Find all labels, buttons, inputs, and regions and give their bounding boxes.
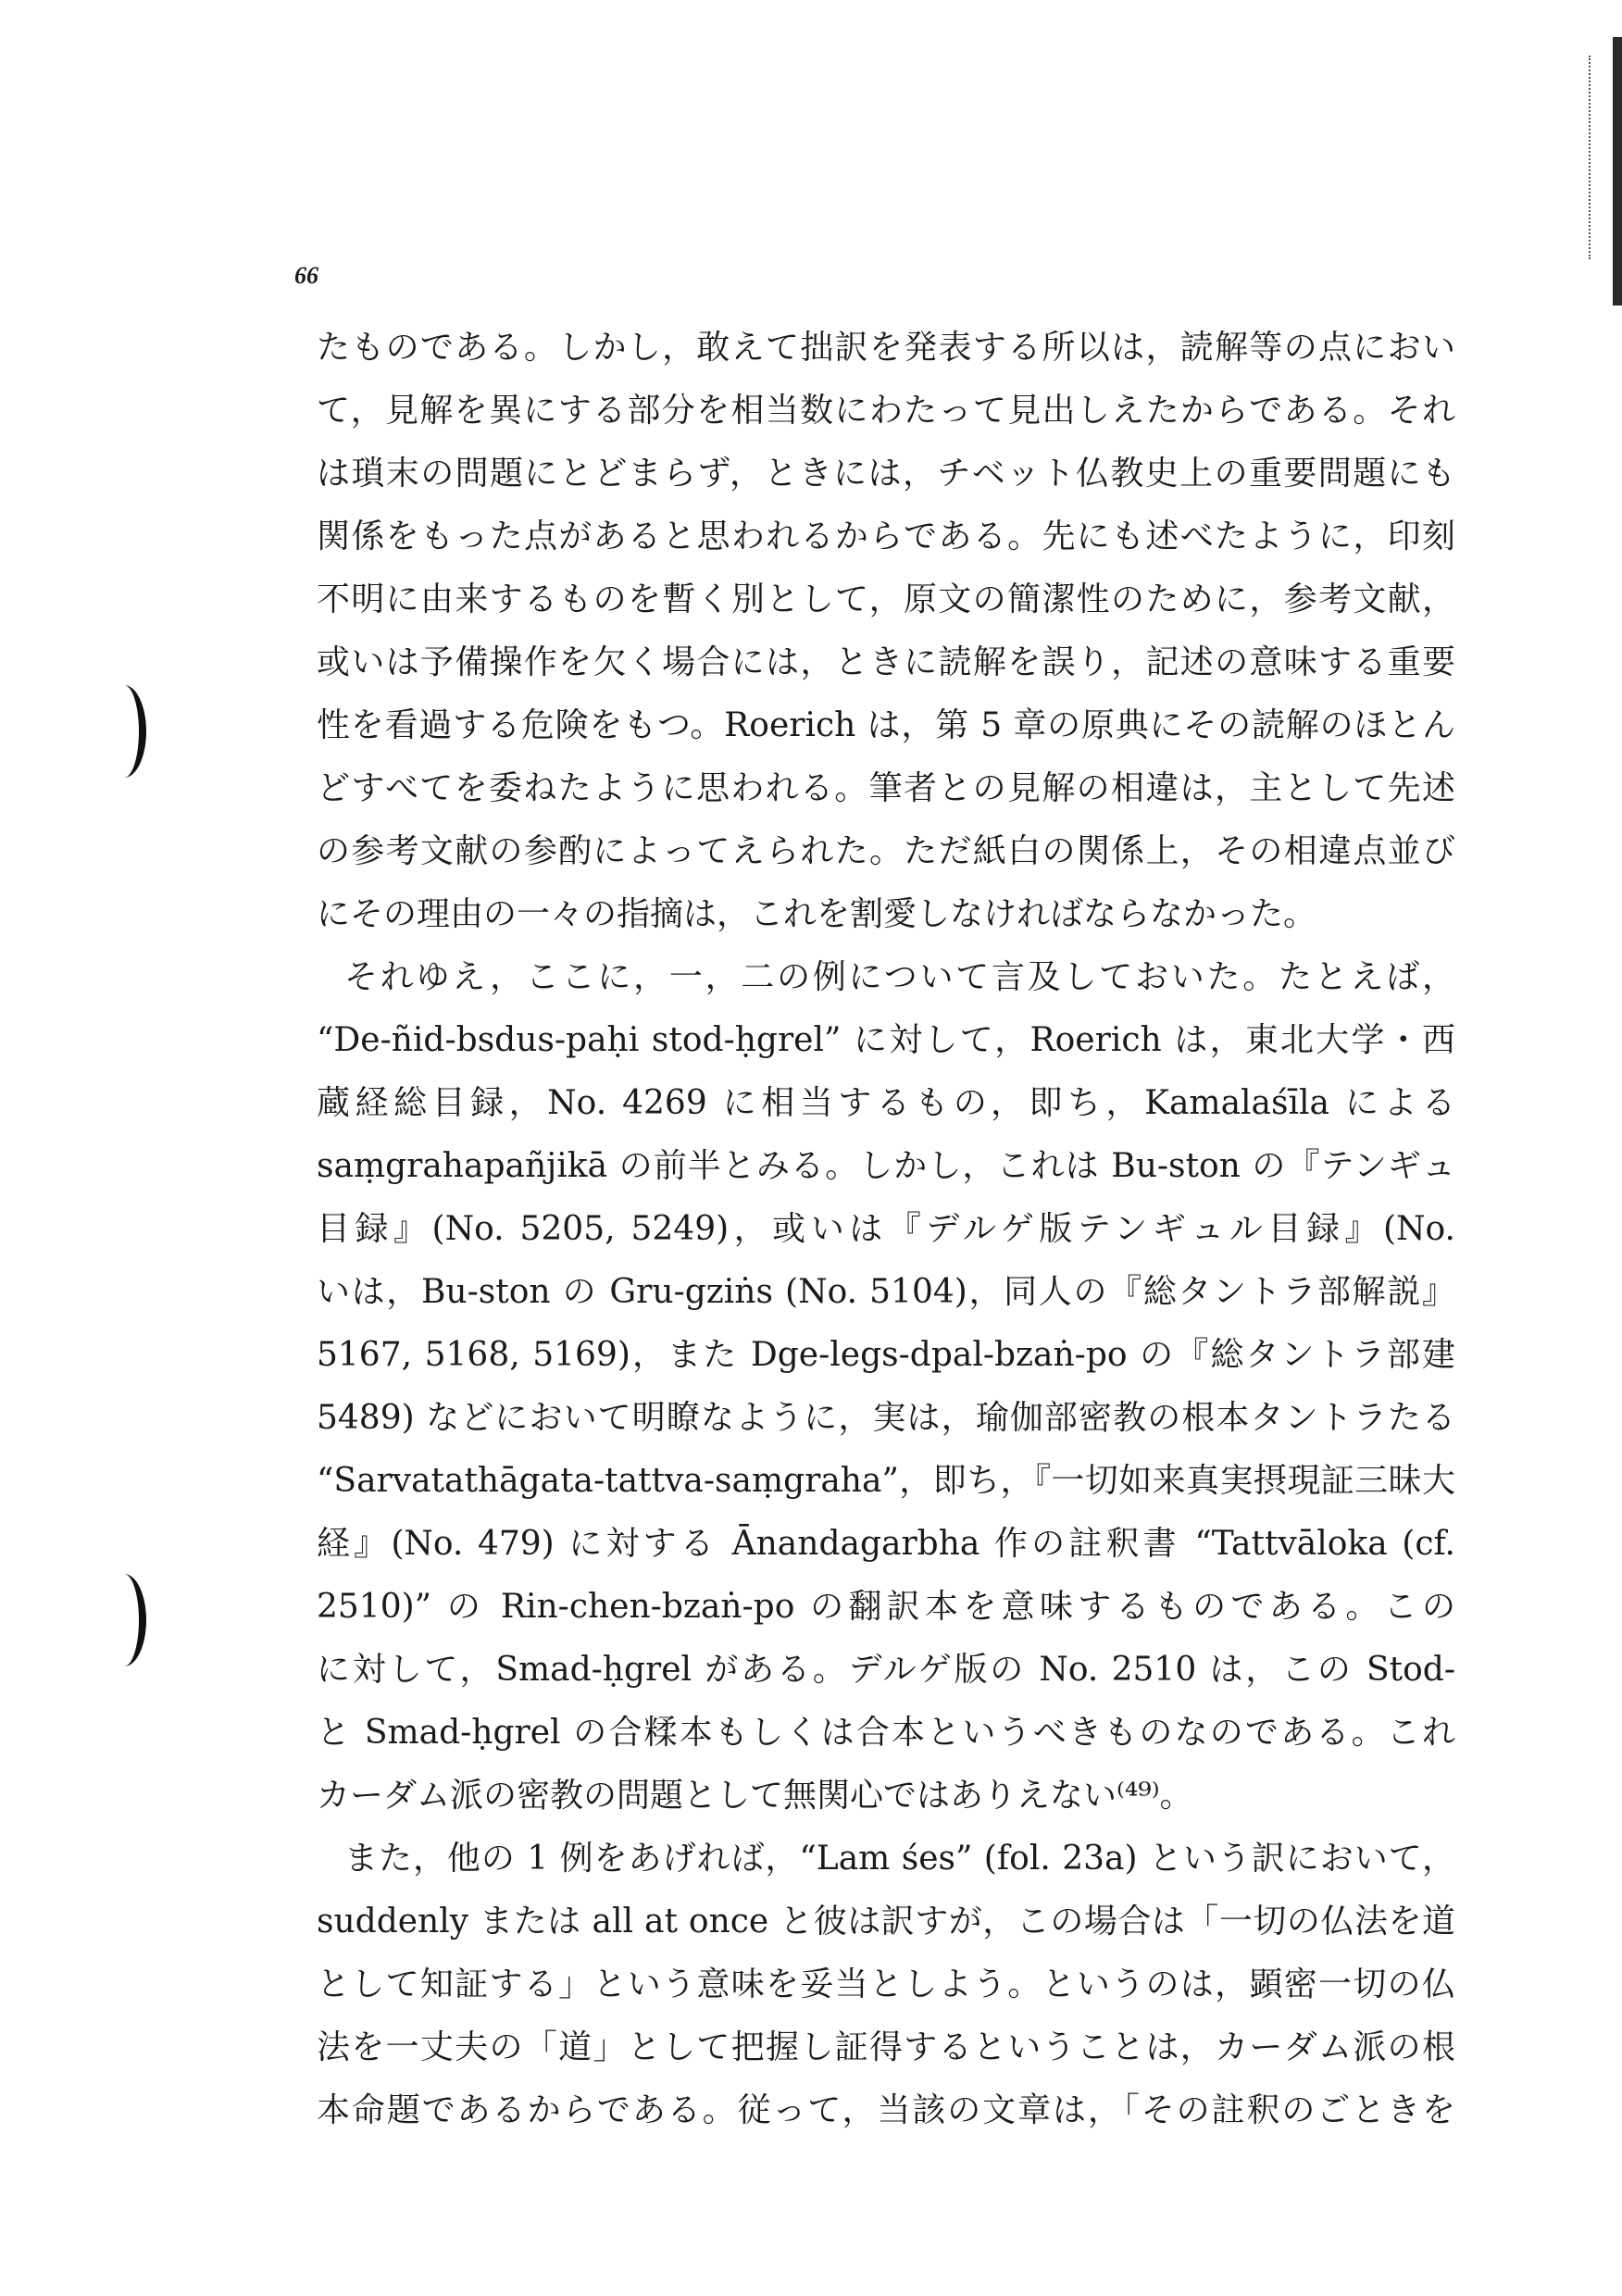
text-line: いは，Bu-ston の Gru-gziṅs (No. 5104)，同人の『総タントラ部解説』 bbox=[317, 1273, 1455, 1311]
text-line: 5167, 5168, 5169)，また Dge-legs-dpal-bzaṅ-po の『総タントラ部建 bbox=[317, 1336, 1455, 1374]
text-line: 関係をもった点があると思われるからである。先にも述べたように，印刻 bbox=[317, 518, 1455, 555]
text-body bbox=[317, 317, 1455, 2142]
binding-hole-mark bbox=[102, 1574, 146, 1666]
text-line: 蔵経総目録，No. 4269 に相当するもの，即ち，Kamalaśīla による bbox=[317, 1084, 1455, 1122]
text-line: にその理由の一々の指摘は，これを割愛しなければならなかった。 bbox=[317, 895, 1317, 933]
text-line: 本命題であるからである。従って，当該の文章は，「その註釈のごときを bbox=[317, 2091, 1455, 2129]
text-line: どすべてを委ねたように思われる。筆者との見解の相違は，主として先述 bbox=[317, 769, 1455, 807]
text-line: カーダム派の密教の問題として無関心ではありえない⁽⁴⁹⁾。 bbox=[317, 1777, 1193, 1815]
text-line: suddenly または all at once と彼は訳すが，この場合は「一切の仏法を道 bbox=[317, 1903, 1455, 1940]
scan-edge bbox=[1613, 37, 1622, 306]
text-line: それゆえ，ここに，一，二の例について言及しておいた。たとえば， bbox=[344, 958, 1455, 996]
text-line: 目録』(No. 5205, 5249)，或いは『デルゲ版テンギュル目録』(No. bbox=[317, 1210, 1455, 1248]
text-line: 法を一丈夫の「道」として把握し証得するということは，カーダム派の根 bbox=[317, 2028, 1455, 2066]
text-line: に対して，Smad-ḥgrel がある。デルゲ版の No. 2510 は，この Stod- bbox=[317, 1651, 1455, 1689]
text-line: 2510)” の Rin-chen-bzaṅ-po の翻訳本を意味するものである。この bbox=[317, 1588, 1455, 1626]
text-line: saṃgrahapañjikā の前半とみる。しかし，これは Bu-ston の『テンギュ bbox=[317, 1147, 1455, 1185]
text-line: 経』(No. 479) に対する Ānandagarbha 作の註釈書 “Tattvāloka (cf. bbox=[317, 1525, 1455, 1563]
page-number: 66 bbox=[294, 262, 318, 289]
text-line: て，見解を異にする部分を相当数にわたって見出しえたからである。それ bbox=[317, 392, 1455, 430]
binding-hole-mark bbox=[102, 685, 146, 778]
text-line: の参考文献の参酌によってえられた。ただ紙白の関係上，その相違点並び bbox=[317, 832, 1455, 870]
text-line: 性を看過する危険をもつ。Roerich は，第 5 章の原典にその読解のほとん bbox=[317, 706, 1455, 744]
text-line: 5489) などにおいて明瞭なように，実は，瑜伽部密教の根本タントラたる bbox=[317, 1399, 1455, 1437]
text-line: “Sarvatathāgata-tattva-saṃgraha”，即ち，『一切如来真実摂現証三昧大 bbox=[317, 1462, 1455, 1500]
text-line: “De-ñid-bsdus-paḥi stod-ḥgrel” に対して，Roerich は，東北大学・西 bbox=[317, 1021, 1455, 1059]
text-line: として知証する」という意味を妥当としよう。というのは，顕密一切の仏 bbox=[317, 1965, 1455, 2003]
scan-edge-mark bbox=[1589, 56, 1609, 259]
text-line: と Smad-ḥgrel の合糅本もしくは合本というべきものなのである。これ bbox=[317, 1714, 1455, 1752]
text-line: は瑣末の問題にとどまらず，ときには，チベット仏教史上の重要問題にも bbox=[317, 455, 1455, 493]
text-line: たものである。しかし，敢えて拙訳を発表する所以は，読解等の点におい bbox=[317, 329, 1455, 367]
text-line: 或いは予備操作を欠く場合には，ときに読解を誤り，記述の意味する重要 bbox=[317, 643, 1455, 681]
text-line: 不明に由来するものを暫く別として，原文の簡潔性のために，参考文献， bbox=[317, 580, 1455, 618]
text-line: また，他の 1 例をあげれば，“Lam śes” (fol. 23a) という訳において， bbox=[344, 1840, 1455, 1878]
